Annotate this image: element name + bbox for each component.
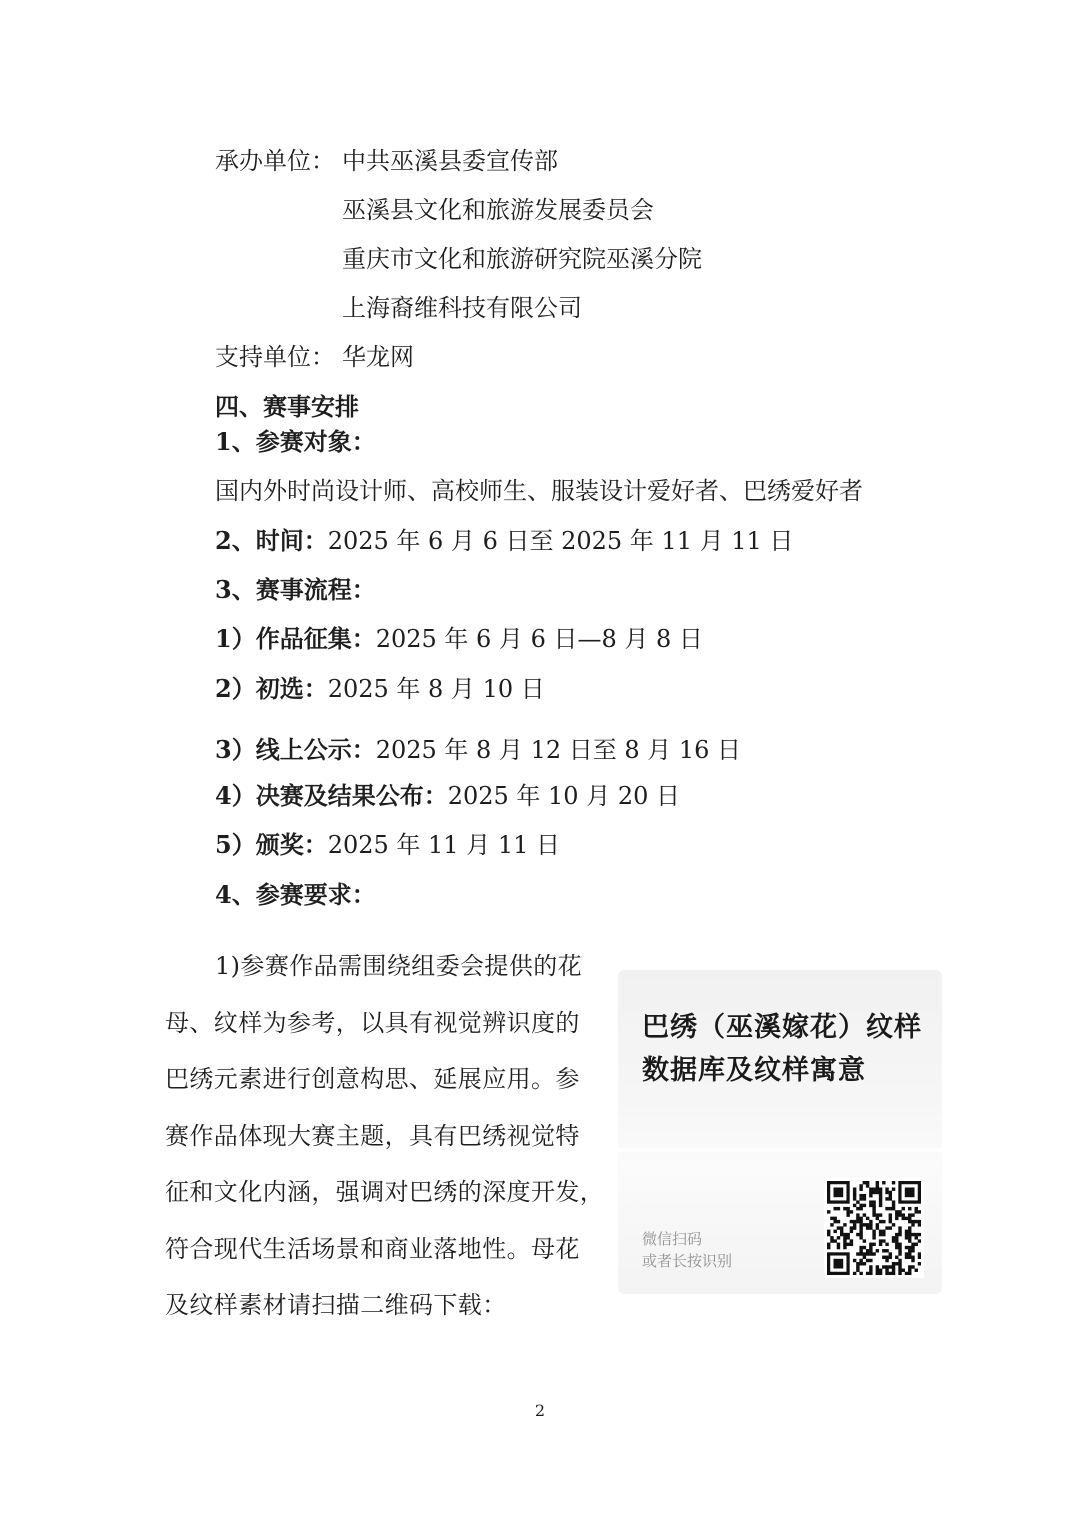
section-heading: 四、赛事安排: [215, 392, 359, 421]
support-value: 华龙网: [342, 343, 414, 371]
flow-row-1: [215, 622, 703, 656]
flow-label: 2）初选：: [215, 674, 328, 703]
support-label: 支持单位：: [215, 343, 335, 371]
flow-text: 2025 年 6 月 6 日—8 月 8 日: [375, 625, 703, 653]
item2-text: 2025 年 6 月 6 日至 2025 年 11 月 11 日: [327, 527, 794, 555]
requirement-line: 赛作品体现大赛主题，具有巴绣视觉特: [165, 1121, 580, 1150]
qr-hint-line1: 微信扫码: [642, 1230, 703, 1248]
qr-hint-line2: 或者长按识别: [642, 1252, 733, 1270]
host-3: 重庆市文化和旅游研究院巫溪分院: [342, 245, 702, 273]
requirement-line: 1)参赛作品需围绕组委会提供的花: [215, 952, 583, 980]
flow-row-5: [215, 828, 560, 862]
flow-row-3: [215, 733, 741, 767]
requirement-paragraph: [165, 938, 605, 1334]
requirement-line: 征和文化内涵，强调对巴绣的深度开发，: [165, 1178, 605, 1206]
item2-label: 2、时间：: [215, 526, 328, 555]
flow-text: 2025 年 8 月 12 日至 8 月 16 日: [375, 736, 742, 764]
flow-label: 3）线上公示：: [215, 735, 376, 764]
requirement-line: 母、纹样为参考，以具有视觉辨识度的: [165, 1008, 580, 1037]
flow-text: 2025 年 8 月 10 日: [327, 675, 545, 703]
requirement-line: 及纹样素材请扫描二维码下载：: [165, 1291, 507, 1319]
item1-text: 国内外时尚设计师、高校师生、服装设计爱好者、巴绣爱好者: [215, 477, 863, 505]
flow-row-4: [215, 779, 680, 813]
host-4: 上海裔维科技有限公司: [342, 294, 582, 322]
item4-label: 4、参赛要求：: [215, 880, 376, 909]
host-2: 巫溪县文化和旅游发展委员会: [342, 196, 654, 224]
flow-text: 2025 年 11 月 11 日: [327, 831, 561, 859]
qr-card-divider: [618, 1148, 942, 1152]
flow-label: 1）作品征集：: [215, 624, 376, 653]
requirement-line: 巴绣元素进行创意构思、延展应用。参: [165, 1065, 580, 1093]
qr-code-graphic: [827, 1181, 921, 1275]
page-number: 2: [534, 1401, 546, 1420]
requirement-line: 符合现代生活场景和商业落地性。母花: [165, 1234, 580, 1263]
qr-code-icon[interactable]: [824, 1178, 924, 1278]
item3-label: 3、赛事流程：: [215, 575, 376, 604]
qr-card-title: 巴绣（巫溪嫁花）纹样数据库及纹样寓意: [642, 1012, 922, 1086]
item2-row: [215, 524, 793, 558]
flow-text: 2025 年 10 月 20 日: [447, 782, 681, 810]
item1-label: 1、参赛对象：: [215, 427, 376, 456]
qr-card[interactable]: [618, 970, 942, 1294]
host-1: 中共巫溪县委宣传部: [342, 147, 558, 175]
flow-row-2: [215, 672, 545, 706]
flow-label: 4）决赛及结果公布：: [215, 781, 448, 810]
host-label: 承办单位：: [215, 147, 335, 175]
flow-label: 5）颁奖：: [215, 830, 328, 859]
